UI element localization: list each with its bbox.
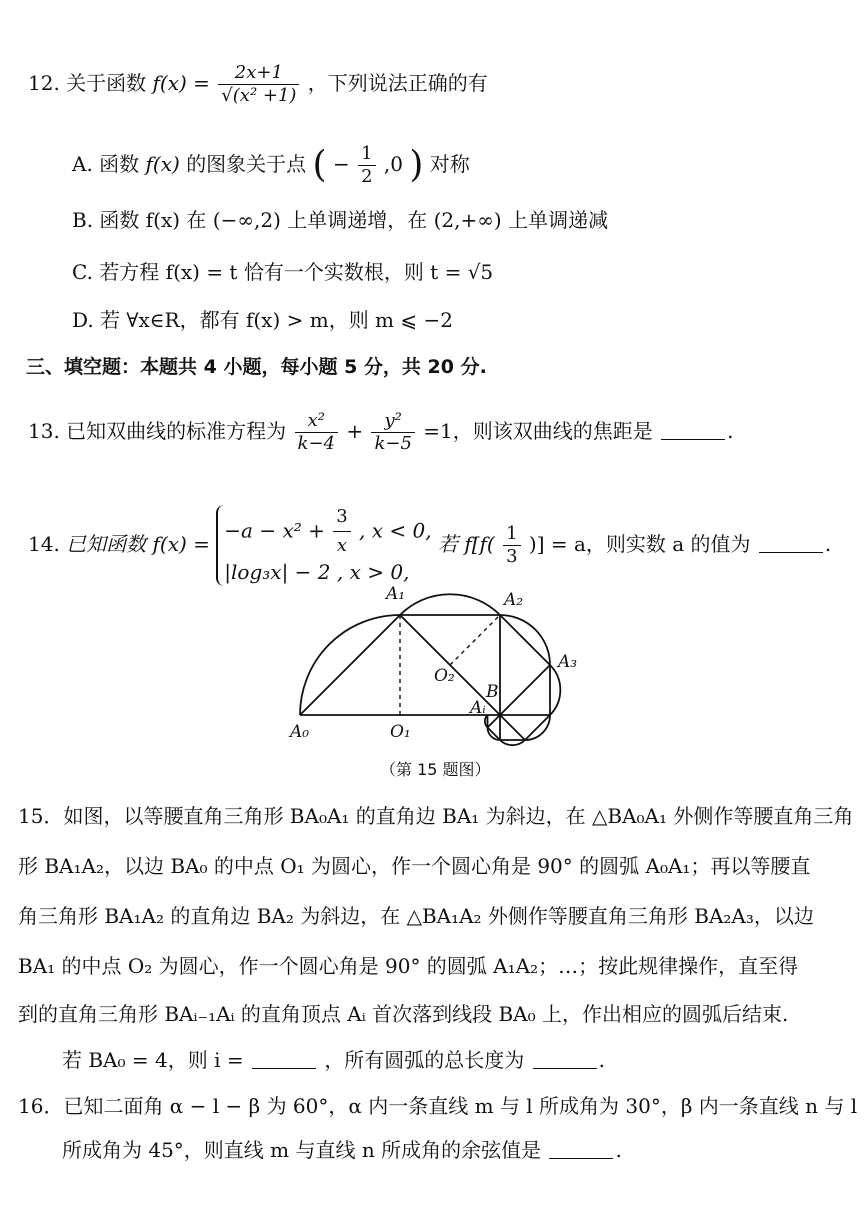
question-number: 12. — [28, 71, 60, 95]
question-15-line-4: BA₁ 的中点 O₂ 为圆心，作一个圆心角是 90° 的圆弧 A₁A₂；…；按此规律操作，直至得 — [18, 954, 799, 978]
function-expression: 已知函数 f(x) = — [66, 531, 210, 556]
point-fraction — [358, 145, 375, 186]
case-condition: , x < 0, — [359, 518, 432, 543]
point-rest: ,0 — [383, 152, 403, 176]
stem-text: ，所有圆弧的总长度为 — [324, 1048, 525, 1072]
stem-text: 所成角为 45°，则直线 m 与直线 n 所成角的余弦值是 — [62, 1138, 542, 1162]
section-heading: 三、填空题：本题共 4 小题，每小题 5 分，共 20 分. — [26, 356, 487, 378]
stem-text: 已知双曲线的标准方程为 — [66, 419, 287, 443]
condition-expression: 若 f[f( — [437, 531, 495, 556]
fraction-denominator: k−4 — [297, 433, 335, 454]
question-number: 14. — [28, 531, 60, 556]
option-a — [72, 145, 470, 186]
piecewise-case-1 — [224, 505, 431, 559]
label-a3: A₃ — [558, 652, 578, 672]
option-d — [72, 310, 453, 330]
option-text: 函数 f(x) 在 (−∞,2) 上单调递增，在 (2,+∞) 上单调递减 — [99, 208, 609, 232]
fraction-numerator: 1 — [358, 145, 375, 166]
option-text: 若方程 f(x) = t 恰有一个实数根，则 t = √5 — [99, 260, 494, 284]
question-15-line-6 — [62, 1050, 868, 1070]
fraction-numerator: y² — [371, 412, 414, 433]
function-expression: f(x) = — [152, 71, 210, 95]
label-a2: A₂ — [504, 590, 524, 610]
question-16-line-2 — [62, 1140, 622, 1160]
option-math: f(x) — [145, 152, 180, 176]
label-a1: A₁ — [386, 584, 406, 604]
answer-blank[interactable] — [759, 552, 823, 553]
option-label: C. — [72, 260, 93, 284]
answer-blank[interactable] — [549, 1158, 613, 1159]
stem-text: =1，则该双曲线的焦距是 — [423, 419, 653, 443]
segment-b-a5 — [500, 715, 525, 740]
period: . — [824, 531, 832, 556]
option-text: 函数 — [99, 152, 140, 176]
segment-a7-b — [488, 715, 501, 728]
dashed-o2-a2 — [450, 615, 500, 665]
segment-a3-b — [500, 665, 550, 715]
piecewise-brace — [216, 505, 431, 586]
option-label: A. — [72, 152, 93, 176]
question-13 — [28, 412, 733, 453]
label-o1: O₁ — [390, 722, 411, 742]
label-a0: A₀ — [290, 722, 310, 742]
label-o2: O₂ — [434, 666, 455, 686]
fraction-denominator: 2 — [361, 166, 373, 187]
label-ai: Aᵢ — [470, 698, 486, 718]
question-number: 13. — [28, 419, 60, 443]
geometry-figure — [286, 575, 586, 755]
piecewise-case-2: |log₃x| − 2 , x > 0, — [224, 559, 410, 584]
answer-blank-i[interactable] — [252, 1068, 316, 1069]
period: . — [615, 1138, 622, 1162]
plus-sign: + — [346, 419, 364, 443]
function-fraction — [218, 64, 299, 105]
segment-a0-a1 — [300, 615, 400, 715]
label-b: B — [486, 682, 499, 702]
fraction-denominator: k−5 — [374, 433, 412, 454]
answer-blank-arc-length[interactable] — [533, 1068, 597, 1069]
arc-a3-a4 — [550, 665, 560, 715]
case-expression: −a − x² + — [224, 518, 325, 543]
fraction-denominator: 3 — [506, 545, 518, 567]
period: . — [727, 419, 734, 443]
figure-caption: （第 15 题图） — [380, 760, 491, 779]
question-14 — [28, 505, 831, 586]
answer-blank[interactable] — [661, 439, 725, 440]
option-label: D. — [72, 308, 94, 332]
stem-text: ，下列说法正确的有 — [307, 71, 488, 95]
stem-text: 关于函数 — [66, 71, 147, 95]
option-b — [72, 210, 608, 230]
case-fraction — [333, 505, 350, 559]
option-text: 若 ∀x∈R，都有 f(x) > m，则 m ⩽ −2 — [100, 308, 453, 332]
fraction-y — [371, 412, 414, 453]
period: . — [598, 1048, 606, 1072]
stem-text: 若 BA₀ = 4，则 i = — [62, 1048, 244, 1072]
question-15-line-3: 角三角形 BA₁A₂ 的直角边 BA₂ 为斜边，在 △BA₁A₂ 外侧作等腰直角三角形 BA₂A₃，以边 — [18, 904, 814, 928]
left-paren: ( — [312, 144, 327, 186]
option-c — [72, 262, 493, 282]
fraction-denominator: x — [336, 535, 348, 557]
question-12-stem — [28, 64, 488, 105]
condition-fraction — [503, 522, 520, 567]
fraction-numerator: 3 — [333, 505, 350, 532]
question-15-line-1: 15．如图，以等腰直角三角形 BA₀A₁ 的直角边 BA₁ 为斜边，在 △BA₀A₁ 外侧作等腰直角三角 — [18, 804, 854, 828]
question-15-line-5: 到的直角三角形 BAᵢ₋₁Aᵢ 的直角顶点 Aᵢ 首次落到线段 BA₀ 上，作出相应的圆弧后结束. — [18, 1002, 789, 1026]
option-text: 对称 — [429, 152, 470, 176]
fraction-numerator: 1 — [503, 525, 520, 546]
arc-a1-a2 — [400, 594, 500, 615]
stem-text: )] = a，则实数 a 的值为 — [528, 531, 751, 556]
option-label: B. — [72, 208, 94, 232]
fraction-numerator: 2x+1 — [218, 64, 299, 85]
right-paren: ) — [409, 144, 424, 186]
fraction-numerator: x² — [295, 412, 338, 433]
option-text: 的图象关于点 — [186, 152, 307, 176]
question-15-line-2: 形 BA₁A₂，以边 BA₀ 的中点 O₁ 为圆心，作一个圆心角是 90° 的圆弧 A₀A₁；再以等腰直 — [18, 854, 811, 878]
question-16-line-1: 16．已知二面角 α − l − β 为 60°，α 内一条直线 m 与 l 所成角为 30°，β 内一条直线 n 与 l — [18, 1094, 858, 1118]
minus-sign: − — [332, 152, 350, 176]
fraction-x — [295, 412, 338, 453]
fraction-denominator: √(x² +1) — [221, 85, 297, 106]
